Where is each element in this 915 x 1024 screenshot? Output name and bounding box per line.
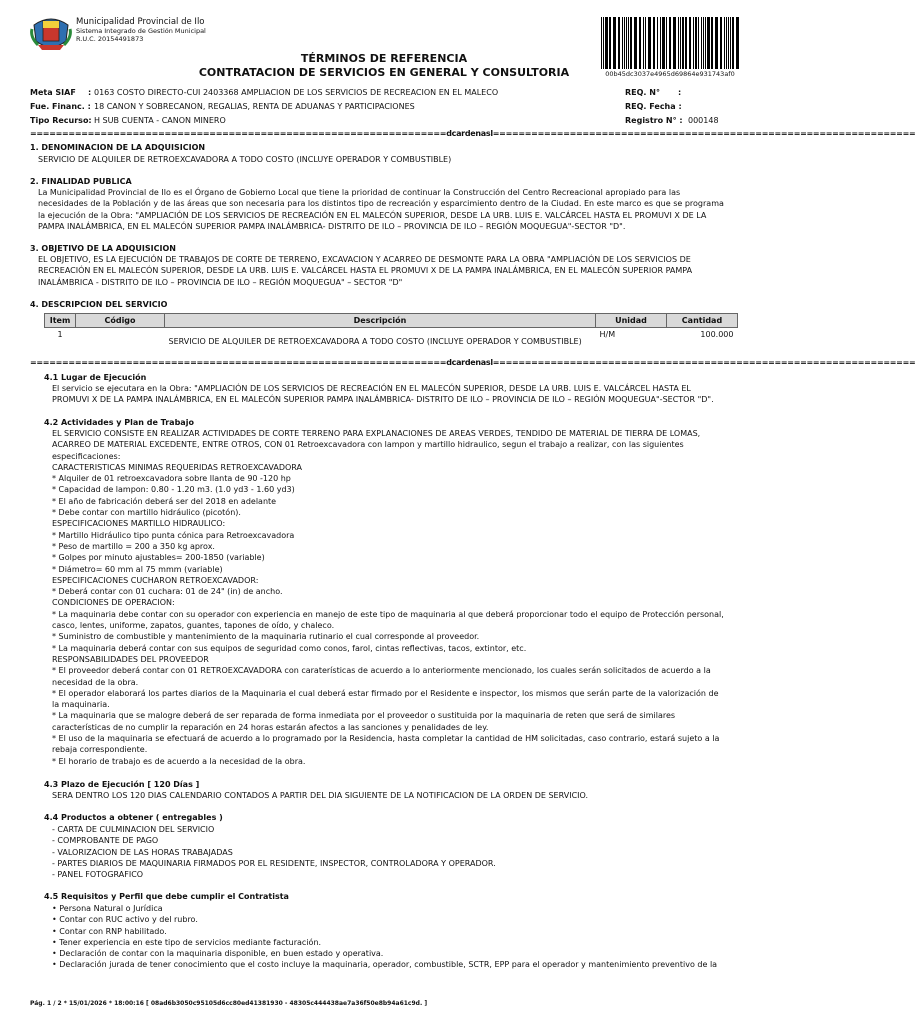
subsection-4-3-title: 4.3 Plazo de Ejecución [ 120 Días ] xyxy=(44,780,200,789)
text-line: * El uso de la maquinaria se efectuará de acuerdo a lo programado por la Residencia, hasta completar la cantidad de HM solicitadas, caso contrario, estará sujeto a la xyxy=(52,734,720,744)
list-item: - CARTA DE CULMINACION DEL SERVICIO xyxy=(52,825,215,834)
text-line: ACARREO DE MATERIAL EXCEDENTE, ENTRE OTROS, CON 01 Retroexcavadora con lampon y martillo hidraulico, segun el trabajo a realizar, con las siguientes xyxy=(52,440,684,450)
org-system: Sistema Integrado de Gestión Municipal xyxy=(76,27,206,35)
fue-financ-label: Fue. Financ. : xyxy=(30,102,91,111)
subsection-4-1-text xyxy=(52,383,738,406)
text-line: casco, lentes, uniforme, zapatos, guantes, tapones de oído, y chaleco. xyxy=(52,621,335,631)
subsection-4-4-text xyxy=(52,824,738,880)
tipo-recurso-label: Tipo Recurso: xyxy=(30,116,92,125)
text-line: * Debe contar con martillo hidráulico (picotón). xyxy=(52,508,241,518)
section-2-title: 2. FINALIDAD PUBLICA xyxy=(30,177,132,186)
separator-line: =================================================================dcardenasl================================================================== xyxy=(30,129,915,138)
section-2-text xyxy=(38,187,738,232)
text-line: ESPECIFICACIONES MARTILLO HIDRAULICO: xyxy=(52,519,226,529)
text-line: EL OBJETIVO, ES LA EJECUCIÓN DE TRABAJOS DE CORTE DE TERRENO, EXCAVACION Y ACARREO DE DESMONTE PARA LA OBRA "AMPLIACIÓN DE LOS SERVICIOS DE xyxy=(38,255,691,264)
section-3-text xyxy=(38,254,738,288)
document-subtitle: CONTRATACION DE SERVICIOS EN GENERAL Y CONSULTORIA xyxy=(198,66,570,79)
text-line: * La maquinaria debe contar con su operador con experiencia en manejo de este tipo de maquinaria al que deberá proporcionar todo el equipo de Protección personal, xyxy=(52,609,724,619)
text-line: características de no cumplir la reparación en 24 horas estarán afectos a las sanciones y penalidades de ley. xyxy=(52,722,489,732)
org-name: Municipalidad Provincial de Ilo xyxy=(76,17,205,27)
text-line: ESPECIFICACIONES CUCHARON RETROEXCAVADOR: xyxy=(52,575,259,585)
text-line: rebaja correspondiente. xyxy=(52,745,148,755)
registro-value: 000148 xyxy=(688,116,719,125)
text-line: * El año de fabricación deberá ser del 2018 en adelante xyxy=(52,496,277,506)
cell-codigo xyxy=(76,328,165,349)
text-line: * Capacidad de lampon: 0.80 - 1.20 m3. (1.0 yd3 - 1.60 yd3) xyxy=(52,485,295,495)
col-cantidad: Cantidad xyxy=(667,314,738,328)
text-line: necesidades de la Población y de las áreas que son necesaria para los distintos tipo de recreación y esparcimiento dentro de la Ciudad. En este marco es que se programa xyxy=(38,199,724,209)
text-line: * Diámetro= 60 mm al 75 mmm (variable) xyxy=(52,564,223,574)
col-descripcion: Descripción xyxy=(165,314,596,328)
text-line: RECREACIÓN EN EL MALECÓN SUPERIOR, DESDE LA URB. LUIS E. VALCÁRCEL HASTA EL PROMUVI X DE LA PAMPA INALÁMBRICA, EN EL MALECÓN SUPERIOR PAMPA xyxy=(38,266,693,276)
table-row xyxy=(45,328,738,349)
text-line: * Peso de martillo = 200 a 350 kg aprox. xyxy=(52,541,215,551)
req-n-colon: : xyxy=(678,88,682,97)
text-line: * Alquiler de 01 retroexcavadora sobre llanta de 90 -120 hp xyxy=(52,474,291,484)
list-item: • Persona Natural o Jurídica xyxy=(52,904,163,913)
text-line: especificaciones: xyxy=(52,451,121,461)
tipo-recurso-value: H SUB CUENTA - CANON MINERO xyxy=(94,116,226,125)
list-item: • Tener experiencia en este tipo de servicios mediante facturación. xyxy=(52,937,322,947)
list-item: - PARTES DIARIOS DE MAQUINARIA FIRMADOS POR EL RESIDENTE, INSPECTOR, CONTROLADORA Y OPERADOR. xyxy=(52,858,496,868)
col-codigo: Código xyxy=(76,314,165,328)
list-item: • Contar con RUC activo y del rubro. xyxy=(52,915,198,925)
req-fecha-label: REQ. Fecha : xyxy=(625,102,682,111)
text-line: RESPONSABILIDADES DEL PROVEEDOR xyxy=(52,654,209,664)
section-4-title: 4. DESCRIPCION DEL SERVICIO xyxy=(30,300,168,309)
document-title: TÉRMINOS DE REFERENCIA xyxy=(300,52,468,65)
list-item: • Declaración de contar con la maquinaria disponible, en buen estado y operativa. xyxy=(52,949,384,959)
text-line: la ejecución de la Obra: "AMPLIACIÓN DE LOS SERVICIOS DE RECREACIÓN EN EL MALECÓN SUPERIOR, DESDE LA URB. LUIS E. VALCÁRCEL HASTA EL PROMUVI X DE LA xyxy=(38,210,707,220)
text-line: * Deberá contar con 01 cuchara: 01 de 24" (in) de ancho. xyxy=(52,587,283,597)
list-item: - PANEL FOTOGRAFICO xyxy=(52,870,144,880)
subsection-4-4-title: 4.4 Productos a obtener ( entregables ) xyxy=(44,813,223,822)
list-item: - COMPROBANTE DE PAGO xyxy=(52,836,159,846)
list-item: - VALORIZACION DE LAS HORAS TRABAJADAS xyxy=(52,847,233,857)
fue-financ-value: 18 CANON Y SOBRECANON, REGALIAS, RENTA DE ADUANAS Y PARTICIPACIONES xyxy=(94,102,415,111)
cell-item: 1 xyxy=(57,330,63,340)
text-line: La Municipalidad Provincial de Ilo es el Órgano de Gobierno Local que tiene la prioridad de continuar la Construcción del Centro Recreacional apropiado para las xyxy=(38,188,681,197)
text-line: El servicio se ejecutara en la Obra: "AMPLIACIÓN DE LOS SERVICIOS DE RECREACIÓN EN EL MALECÓN SUPERIOR, DESDE LA URB. LUIS E. VALCÁRCEL HASTA EL xyxy=(52,384,691,393)
text-line: * La maquinaria deberá contar con sus equipos de seguridad como conos, farol, cintas reflectivas, tacos, extintor, etc. xyxy=(52,643,527,653)
text-line: necesidad de la obra. xyxy=(52,677,139,687)
organization-header xyxy=(76,17,206,43)
subsection-4-2-text xyxy=(52,428,738,767)
separator-line: =================================================================dcardenasl================================================================== xyxy=(30,358,915,367)
text-line: * El proveedor deberá contar con 01 RETROEXCAVADORA con caraterísticas de acuerdo a lo anteriormente mencionado, los cuales serán solicitados de acuerdo a la xyxy=(52,666,711,676)
list-item: • Contar con RNP habilitado. xyxy=(52,926,167,936)
col-item: Item xyxy=(45,314,76,328)
barcode-text: 00b45dc3037e4965d69864e931743af0 xyxy=(605,70,735,78)
service-table xyxy=(44,313,738,349)
text-line: la maquinaria. xyxy=(52,700,110,710)
section-1-text: SERVICIO DE ALQUILER DE RETROEXCAVADORA A TODO COSTO (INCLUYE OPERADOR Y COMBUSTIBLE) xyxy=(38,155,452,164)
text-line: INALÁMBRICA - DISTRITO DE ILO – PROVINCIA DE ILO – REGIÓN MOQUEGUA" – SECTOR "D" xyxy=(38,277,403,287)
text-line: EL SERVICIO CONSISTE EN REALIZAR ACTIVIDADES DE CORTE TERRENO PARA EXPLANACIONES DE AREAS VERDES, TENDIDO DE MATERIAL DE TIERRA DE LOMAS, xyxy=(52,429,701,438)
text-line: * Suministro de combustible y mantenimiento de la maquinaria rutinario el cual corresponde al proveedor. xyxy=(52,632,480,642)
subsection-4-3-text: SERA DENTRO LOS 120 DIAS CALENDARIO CONTADOS A PARTIR DEL DIA SIGUIENTE DE LA NOTIFICACION DE LA ORDEN DE SERVICIO. xyxy=(52,791,589,800)
section-3-title: 3. OBJETIVO DE LA ADQUISICION xyxy=(30,244,176,253)
text-line: CARACTERISTICAS MINIMAS REQUERIDAS RETROEXCAVADORA xyxy=(52,462,302,472)
page-footer: Pág. 1 / 2 * 15/01/2026 * 18:00:16 [ 08ad6b3050c95105d6cc80ed41381930 - 48305c444438ae7a36f50e8b94a61c9d. ] xyxy=(30,1000,428,1007)
table-header-row xyxy=(45,314,738,328)
text-line: CONDICIONES DE OPERACION: xyxy=(52,598,175,608)
subsection-4-5-title: 4.5 Requisitos y Perfil que debe cumplir el Contratista xyxy=(44,892,289,901)
list-item: • Declaración jurada de tener conocimiento que el costo incluye la maquinaria, operador, combustible, SCTR, EPP para el operador y mantenimiento preventivo de la xyxy=(52,960,718,970)
subsection-4-2-title: 4.2 Actividades y Plan de Trabajo xyxy=(44,418,194,427)
text-line: * La maquinaria que se malogre deberá de ser reparada de forma inmediata por el proveedor o sustituida por la maquinaria de reten que será de similares xyxy=(52,711,676,721)
meta-siaf-label: Meta SIAF xyxy=(30,88,76,97)
text-line: * El horario de trabajo es de acuerdo a la necesidad de la obra. xyxy=(52,756,306,766)
municipal-logo xyxy=(30,15,72,51)
registro-label: Registro N° : xyxy=(625,116,683,125)
text-line: * El operador elaborará los partes diarios de la Maquinaria el cual deberá estar firmado por el Residente e inspector, los mismos que serán parte de la valorización de xyxy=(52,688,719,698)
meta-siaf-value: 0163 COSTO DIRECTO-CUI 2403368 AMPLIACION DE LOS SERVICIOS DE RECREACION EN EL MALECO xyxy=(94,88,499,97)
meta-siaf-colon: : xyxy=(88,88,92,97)
subsection-4-5-text xyxy=(52,903,738,971)
text-line: PAMPA INALÁMBRICA, EN EL MALECÓN SUPERIOR PAMPA INALÁMBRICA- DISTRITO DE ILO – PROVINCIA DE ILO – REGIÓN MOQUEGUA"-SECTOR "D". xyxy=(38,221,626,231)
cell-descripcion: SERVICIO DE ALQUILER DE RETROEXCAVADORA A TODO COSTO (INCLUYE OPERADOR Y COMBUSTIBLE) xyxy=(168,337,582,347)
text-line: * Martillo Hidráulico tipo punta cónica para Retroexcavadora xyxy=(52,530,295,540)
req-n-label: REQ. N° xyxy=(625,88,660,97)
org-ruc: R.U.C. 20154491873 xyxy=(76,35,144,43)
section-1-title: 1. DENOMINACION DE LA ADQUISICION xyxy=(30,143,206,152)
subsection-4-1-title: 4.1 Lugar de Ejecución xyxy=(44,373,147,382)
text-line: * Golpes por minuto ajustables= 200-1850 (variable) xyxy=(52,553,265,563)
text-line: PROMUVI X DE LA PAMPA INALÁMBRICA, EN EL MALECÓN SUPERIOR PAMPA INALÁMBRICA- DISTRITO DE ILO – PROVINCIA DE ILO – REGIÓN MOQUEGUA"-SECTOR "D". xyxy=(52,395,714,405)
col-unidad: Unidad xyxy=(596,314,667,328)
cell-unidad: H/M xyxy=(599,330,616,340)
cell-cantidad: 100.000 xyxy=(700,330,734,340)
